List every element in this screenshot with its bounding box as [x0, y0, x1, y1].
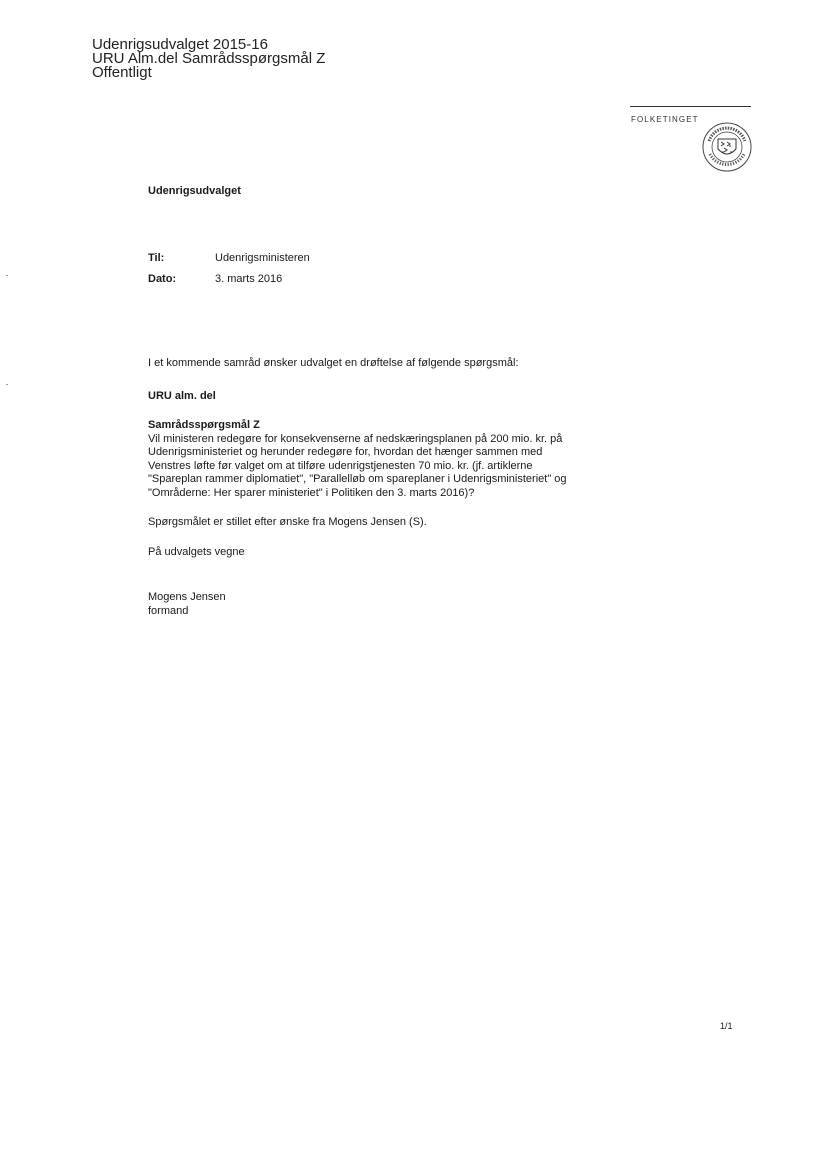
recipient-label: Til:	[148, 252, 165, 264]
document-stamp	[92, 38, 325, 80]
signature-name: Mogens Jensen	[148, 591, 226, 603]
question-text: Vil ministeren redegøre for konsekvenserne af nedskæringsplanen på 200 mio. kr. på Udenrigsministeriet og herunder redegøre for, hvordan det hænger sammen med Venstres løfte før valget om at tilføre udenrigstjenesten 70 mio. kr. (jf. artiklerne "Spareplan rammer diplomatiet", "Parallelløb om spareplaner i Udenrigsministeriet" og "Områderne: Her sparer ministeriet" i Politiken den 3. marts 2016)?	[148, 432, 567, 499]
stamp-line-committee-year: Udenrigsudvalget 2015-16	[92, 36, 268, 53]
stamp-line-reference: URU Alm.del Samrådsspørgsmål Z	[92, 50, 326, 67]
letter-body	[148, 357, 568, 618]
intro-paragraph: I et kommende samråd ønsker udvalget en drøftelse af følgende spørgsmål:	[148, 357, 519, 369]
brand-name: FOLKETINGET	[631, 115, 699, 124]
margin-mark	[6, 275, 8, 276]
asked-by-paragraph: Spørgsmålet er stillet efter ønske fra Mogens Jensen (S).	[148, 516, 427, 528]
stamp-line-access: Offentligt	[92, 64, 152, 81]
signature-role: formand	[148, 604, 189, 617]
folketinget-seal-icon	[701, 121, 753, 173]
committee-heading: Udenrigsudvalget	[148, 185, 241, 197]
date-value: 3. marts 2016	[215, 273, 283, 285]
margin-mark	[6, 384, 8, 385]
recipient-value: Udenrigsministeren	[215, 252, 310, 264]
page-number: 1/1	[720, 1021, 733, 1031]
case-reference: URU alm. del	[148, 389, 216, 402]
date-label: Dato:	[148, 273, 177, 285]
brand-divider	[630, 106, 751, 107]
question-title: Samrådsspørgsmål Z	[148, 419, 260, 431]
on-behalf-line: På udvalgets vegne	[148, 545, 245, 558]
